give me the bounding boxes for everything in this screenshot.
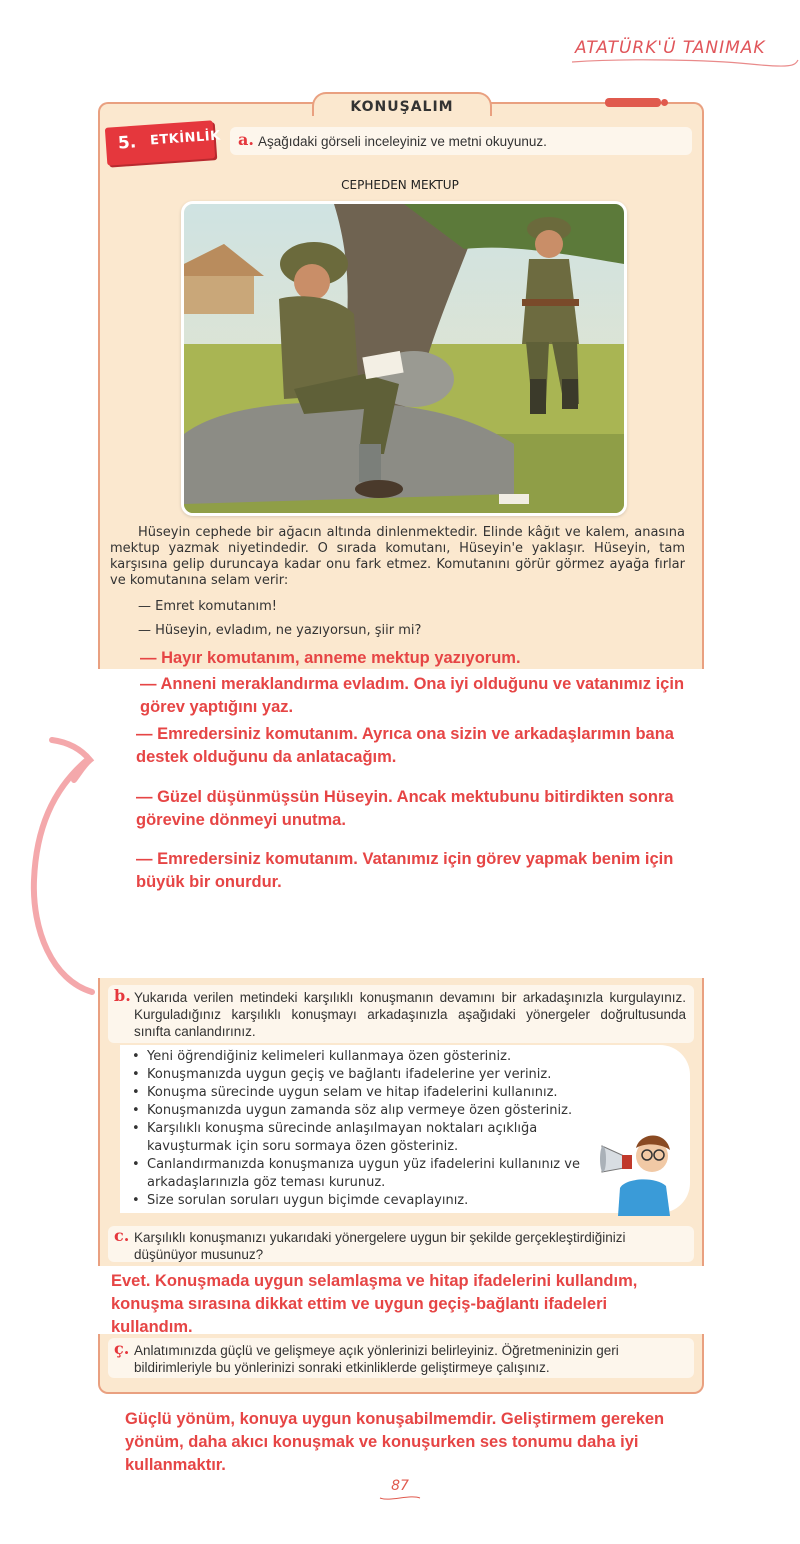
soldiers-illustration: [184, 204, 624, 513]
dialogue-line: — Hüseyin, evladım, ne yazıyorsun, şiir mi?: [138, 623, 422, 638]
answer-dialogue-line: — Güzel düşünmüşsün Hüseyin. Ancak mektubunu bitirdikten sonra görevine dönmeyi unutma.: [136, 788, 674, 829]
task-b-instruction: Yukarıda verilen metindeki karşılıklı konuşmanın devamını bir arkadaşınızla kurgulayınız. Kurguladığınız karşılıklı konuşmayı arkadaşınızla aşağıdaki yönergeler doğrultusunda sınıfta canlandırınız.: [134, 990, 686, 1039]
pencil-end-decoration: [661, 99, 668, 106]
activity-label: ETKİNLİK: [149, 128, 222, 149]
hand-drawn-arrow: [22, 730, 102, 1010]
guidelines-list: [130, 1048, 600, 1210]
task-c-box: [108, 1226, 694, 1262]
activity-number: 5.: [117, 132, 137, 154]
task-a-instruction: Aşağıdaki görseli inceleyiniz ve metni okuyunuz.: [258, 134, 547, 149]
task-cc-letter: ç.: [114, 1339, 130, 1358]
answer-cc: Güçlü yönüm, konuya uygun konuşabilmemdir. Geliştirmem gereken yönüm, daha akıcı konuşmak ve konuşurken ses tonumu daha iyi kullanmaktır.: [125, 1410, 665, 1474]
title-underline-decoration: [570, 56, 800, 76]
pencil-icon: [605, 98, 661, 107]
task-c-instruction: Karşılıklı konuşmanızı yukarıdaki yönergelere uygun bir şekilde gerçekleştirdiğinizi düşünüyor musunuz?: [134, 1230, 626, 1262]
section-tab: [312, 92, 492, 116]
dialogue-line: — Emret komutanım!: [138, 599, 278, 614]
guideline-item: • Canlandırmanızda konuşmanıza uygun yüz ifadelerini kullanınız ve arkadaşlarınızla göz teması kurunuz.: [130, 1156, 600, 1192]
section-title: KONUŞALIM: [350, 99, 454, 115]
task-c-letter: c.: [114, 1226, 130, 1245]
task-cc-box: [108, 1338, 694, 1378]
guideline-item: • Size sorulan soruları uygun biçimde cevaplayınız.: [130, 1192, 600, 1210]
answer-dialogue-line: — Emredersiniz komutanım. Vatanımız için görev yapmak benim için büyük bir onurdur.: [136, 850, 674, 891]
guideline-item: • Konuşma sürecinde uygun selam ve hitap ifadelerini kullanınız.: [130, 1084, 600, 1102]
story-title: CEPHEDEN MEKTUP: [341, 178, 459, 192]
guideline-item: • Karşılıklı konuşma sürecinde anlaşılmayan noktaları açıklığa kavuşturmak için soru sormaya özen gösteriniz.: [130, 1120, 600, 1156]
guideline-item: • Yeni öğrendiğiniz kelimeleri kullanmaya özen gösteriniz.: [130, 1048, 600, 1066]
page-number-swash: [378, 1494, 422, 1502]
answer-dialogue-line: — Emredersiniz komutanım. Ayrıca ona sizin ve arkadaşlarımın bana destek olduğunu da anlatacağım.: [136, 725, 674, 766]
story-paragraph: Hüseyin cephede bir ağacın altında dinlenmektedir. Elinde kâğıt ve kalem, anasına mektup yazmak niyetindedir. O sırada komutanı, Hüseyin'e yaklaşır. Hüseyin, tam karşısına gelip duruncaya kadar onu fark etmez. Komutanını görür görmez ayağa fırlar ve komutanına selam verir:: [110, 525, 685, 588]
page-number: 87: [391, 1478, 409, 1494]
task-a-letter: a.: [238, 130, 254, 149]
answer-dialogue-line: — Hayır komutanım, anneme mektup yazıyorum.: [140, 649, 521, 667]
story-illustration: [181, 201, 627, 516]
book-title: ATATÜRK'Ü TANIMAK: [575, 38, 766, 58]
task-b-box: [108, 985, 694, 1043]
guideline-item: • Konuşmanızda uygun zamanda söz alıp vermeye özen gösteriniz.: [130, 1102, 600, 1120]
task-cc-instruction: Anlatımınızda güçlü ve gelişmeye açık yönlerinizi belirleyiniz. Öğretmeninizin geri bildirimleriyle bu yönlerinizi sonraki etkinliklerde geliştirmeye çalışınız.: [134, 1343, 619, 1375]
answer-dialogue-line: — Anneni meraklandırma evladım. Ona iyi olduğunu ve vatanımız için görev yaptığını yaz.: [140, 675, 685, 716]
megaphone-boy-illustration: [600, 1128, 680, 1216]
guideline-item: • Konuşmanızda uygun geçiş ve bağlantı ifadelerine yer veriniz.: [130, 1066, 600, 1084]
answer-c: Evet. Konuşmada uygun selamlaşma ve hitap ifadelerini kullandım, konuşma sırasına dikkat ettim ve uygun geçiş-bağlantı ifadeleri kullandım.: [111, 1272, 638, 1336]
task-a-box: [230, 127, 692, 155]
task-b-letter: b.: [114, 986, 131, 1005]
